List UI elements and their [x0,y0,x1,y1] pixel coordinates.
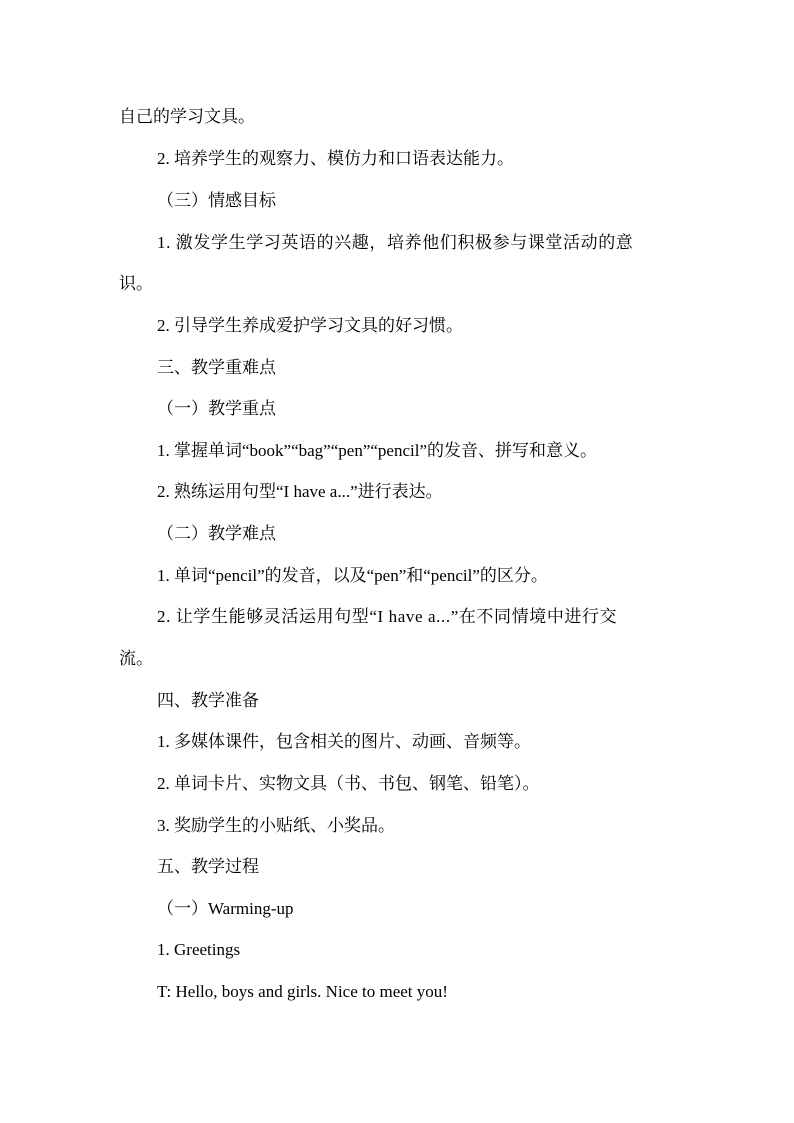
list-item: 3. 奖励学生的小贴纸、小奖品。 [157,816,395,835]
list-item: 1. 单词“pencil”的发音，以及“pen”和“pencil”的区分。 [157,566,548,585]
list-item: 2. 培养学生的观察力、模仿力和口语表达能力。 [157,149,514,168]
section-heading: 五、教学过程 [157,857,259,876]
subsection-heading: （二）教学难点 [157,524,276,543]
paragraph-continuation: 自己的学习文具。 [119,107,255,126]
subsection-heading: （三）情感目标 [157,191,276,210]
dialogue-line: T: Hello, boys and girls. Nice to meet you! [157,982,448,1001]
section-heading: 三、教学重难点 [157,358,276,377]
subsection-heading: （一）Warming-up [157,899,294,918]
paragraph-continuation: 识。 [119,274,153,293]
list-item: 1. 掌握单词“book”“bag”“pen”“pencil”的发音、拼写和意义。 [157,441,597,460]
section-heading: 四、教学准备 [157,691,259,710]
list-item: 2. 让学生能够灵活运用句型“I have a...”在不同情境中进行交 [157,607,618,626]
subsection-heading: （一）教学重点 [157,399,276,418]
list-item: 2. 引导学生养成爱护学习文具的好习惯。 [157,316,463,335]
list-item: 2. 单词卡片、实物文具（书、书包、钢笔、铅笔）。 [157,774,540,793]
list-item: 1. 多媒体课件，包含相关的图片、动画、音频等。 [157,732,531,751]
list-item: 1. Greetings [157,940,241,959]
list-item: 2. 熟练运用句型“I have a...”进行表达。 [157,482,443,501]
list-item: 1. 激发学生学习英语的兴趣，培养他们积极参与课堂活动的意 [157,233,634,252]
paragraph-continuation: 流。 [119,649,153,668]
